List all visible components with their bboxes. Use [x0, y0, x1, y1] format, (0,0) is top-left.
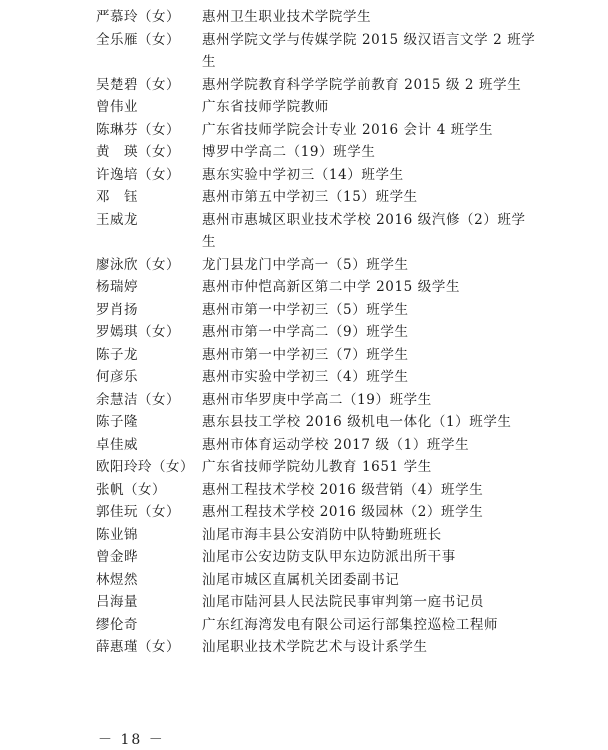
person-affiliation: 惠州市华罗庚中学高二（19）班学生: [202, 391, 432, 408]
list-item: [96, 524, 536, 547]
person-affiliation: 广东省技师学院会计专业 2016 会计 4 班学生: [202, 121, 494, 138]
person-name: 曾金晔: [96, 549, 138, 565]
list-item: [96, 141, 536, 164]
list-item: [96, 164, 536, 187]
person-name: 张帆（女）: [96, 481, 166, 498]
person-affiliation: 惠州市仲恺高新区第二中学 2015 级学生: [202, 279, 461, 295]
list-item: [96, 614, 536, 637]
person-affiliation: 广东红海湾发电有限公司运行部集控巡检工程师: [202, 616, 499, 633]
person-name: 罗嫣琪（女）: [96, 324, 180, 340]
person-name: 陈琳芬（女）: [96, 121, 180, 138]
person-name: 廖泳欣（女）: [96, 256, 180, 273]
person-affiliation: 汕尾市海丰县公安消防中队特勤班班长: [202, 526, 442, 543]
list-item: [96, 591, 536, 614]
list-item: [96, 96, 536, 119]
list-item: [96, 411, 536, 434]
person-name: 何彦乐: [96, 369, 138, 385]
list-item: [96, 344, 536, 367]
person-affiliation: 惠州市第五中学初三（15）班学生: [202, 189, 418, 205]
person-affiliation: 惠东县技工学校 2016 级机电一体化（1）班学生: [202, 414, 512, 430]
person-name: 卓佳威: [96, 436, 138, 453]
person-name: 黄 瑛（女）: [96, 144, 180, 160]
person-name: 许逸培（女）: [96, 166, 180, 183]
list-item: [96, 389, 536, 412]
person-name: 邓 钰: [96, 189, 138, 205]
person-affiliation: 惠州工程技术学校 2016 级营销（4）班学生: [202, 481, 484, 498]
person-affiliation: 广东省技师学院教师: [202, 99, 329, 115]
list-item: [96, 254, 536, 277]
person-affiliation: 惠州市第一中学高二（9）班学生: [202, 324, 409, 340]
list-item: [96, 479, 536, 502]
person-affiliation: 汕尾职业技术学院艺术与设计系学生: [202, 639, 428, 655]
list-item: [96, 636, 536, 659]
person-name: 欧阳玲玲（女）: [96, 459, 194, 475]
list-item: [96, 186, 536, 209]
person-name: 严慕玲（女）: [96, 9, 180, 25]
list-item: [96, 119, 536, 142]
person-name: 余慧洁（女）: [96, 391, 180, 408]
list-item: [96, 366, 536, 389]
list-item: [96, 74, 536, 97]
person-affiliation: 广东省技师学院幼儿教育 1651 学生: [202, 459, 432, 475]
person-name: 薛惠瑾（女）: [96, 639, 180, 655]
person-name: 曾伟业: [96, 99, 138, 115]
person-affiliation: 惠州市第一中学初三（7）班学生: [202, 346, 409, 363]
person-affiliation: 龙门县龙门中学高一（5）班学生: [202, 256, 409, 273]
person-affiliation: 惠州市实验中学初三（4）班学生: [202, 369, 409, 385]
person-name: 吴楚碧（女）: [96, 76, 180, 93]
honoree-list: [96, 6, 536, 659]
person-name: 罗肖扬: [96, 301, 138, 318]
page-number: － 18 －: [98, 732, 165, 748]
person-affiliation: 惠州学院文学与传媒学院 2015 级汉语言文学 2 班学生: [202, 31, 536, 70]
person-name: 陈子隆: [96, 414, 138, 430]
list-item: [96, 546, 536, 569]
person-affiliation: 汕尾市陆河县人民法院民事审判第一庭书记员: [202, 594, 484, 610]
person-affiliation: 惠东实验中学初三（14）班学生: [202, 166, 404, 183]
person-name: 全乐雁（女）: [96, 31, 180, 48]
list-item: [96, 456, 536, 479]
list-item: [96, 321, 536, 344]
person-affiliation: 惠州卫生职业技术学院学生: [202, 9, 372, 25]
person-affiliation: 汕尾市城区直属机关团委副书记: [202, 571, 400, 588]
person-affiliation: 惠州学院教育科学学院学前教育 2015 级 2 班学生: [202, 76, 522, 93]
person-name: 郭佳玩（女）: [96, 504, 180, 520]
list-item: [96, 6, 536, 29]
person-name: 陈业锦: [96, 526, 138, 543]
person-name: 林煜然: [96, 571, 138, 588]
person-name: 王威龙: [96, 211, 138, 228]
person-affiliation: 惠州市体育运动学校 2017 级（1）班学生: [202, 436, 470, 453]
list-item: [96, 276, 536, 299]
list-item: [96, 434, 536, 457]
person-name: 缪伦奇: [96, 616, 138, 633]
list-item: [96, 299, 536, 322]
person-name: 吕海量: [96, 594, 138, 610]
list-item: [96, 29, 536, 74]
person-affiliation: 惠州市第一中学初三（5）班学生: [202, 301, 409, 318]
person-affiliation: 惠州市惠城区职业技术学校 2016 级汽修（2）班学生: [202, 211, 526, 250]
list-item: [96, 501, 536, 524]
person-name: 陈子龙: [96, 346, 138, 363]
list-item: [96, 569, 536, 592]
person-affiliation: 博罗中学高二（19）班学生: [202, 144, 376, 160]
person-affiliation: 汕尾市公安边防支队甲东边防派出所干事: [202, 549, 456, 565]
list-item: [96, 209, 536, 254]
person-name: 杨瑞婷: [96, 279, 138, 295]
person-affiliation: 惠州工程技术学校 2016 级园林（2）班学生: [202, 504, 484, 520]
